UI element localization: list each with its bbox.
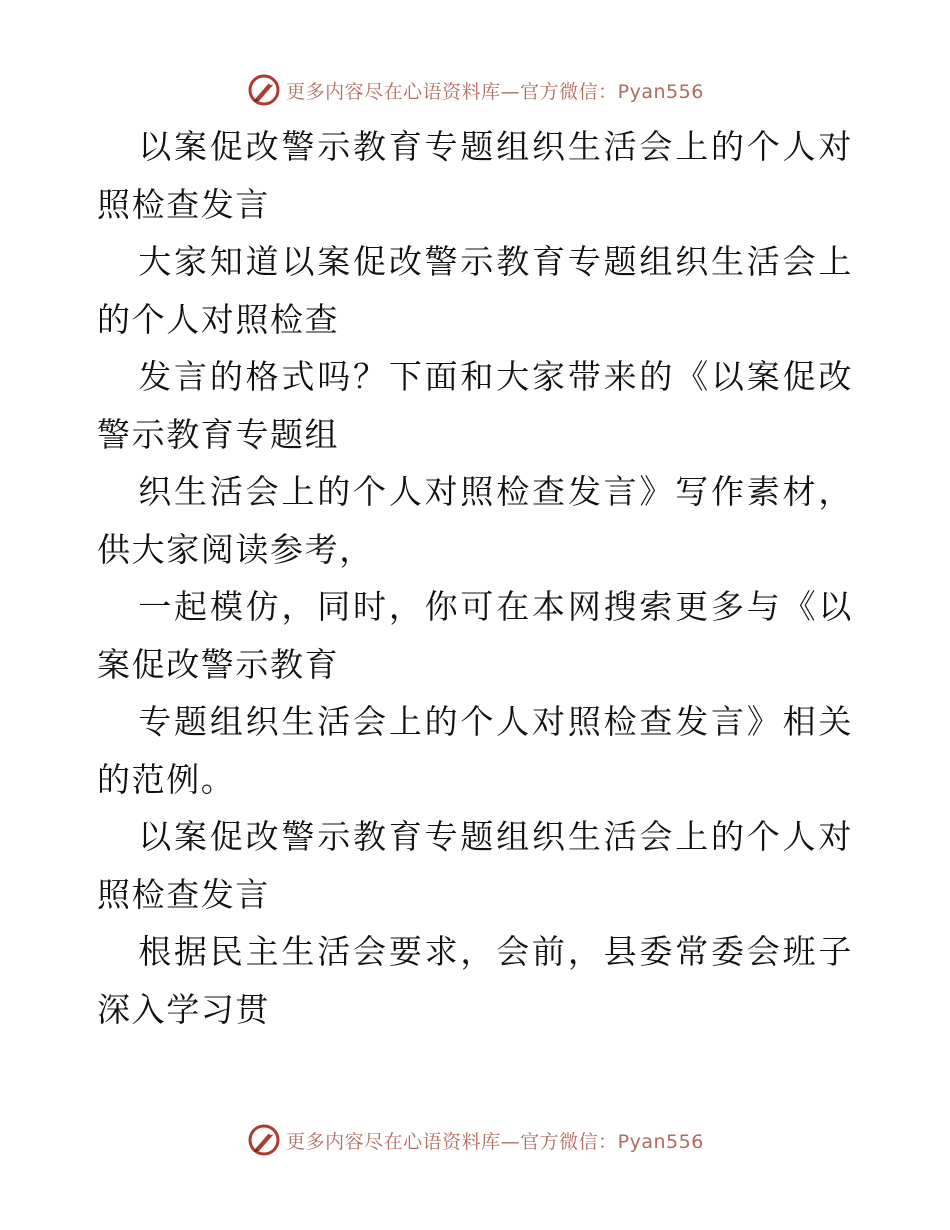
paragraph-5: 一起模仿，同时，你可在本网搜索更多与《以案促改警示教育 <box>97 587 853 684</box>
footer-banner <box>0 1118 950 1162</box>
header-banner <box>0 68 950 112</box>
paragraph-1: 以案促改警示教育专题组织生活会上的个人对照检查发言 <box>97 127 853 224</box>
paragraph-2: 大家知道以案促改警示教育专题组织生活会上的个人对照检查 <box>97 242 853 339</box>
header-banner-text: 更多内容尽在心语资料库—官方微信：Pyan556 <box>286 80 704 103</box>
paragraph-7: 以案促改警示教育专题组织生活会上的个人对照检查发言 <box>97 817 853 914</box>
footer-banner-text: 更多内容尽在心语资料库—官方微信：Pyan556 <box>286 1130 704 1153</box>
paragraph-4: 织生活会上的个人对照检查发言》写作素材，供大家阅读参考， <box>97 472 853 569</box>
paragraph-8: 根据民主生活会要求，会前，县委常委会班子深入学习贯 <box>97 932 853 1029</box>
pen-circle-logo-icon <box>246 1122 282 1158</box>
paragraph-3: 发言的格式吗？下面和大家带来的《以案促改警示教育专题组 <box>97 357 853 454</box>
paragraph-6: 专题组织生活会上的个人对照检查发言》相关的范例。 <box>97 702 853 799</box>
document-body <box>97 118 853 1038</box>
pen-circle-logo-icon <box>246 72 282 108</box>
